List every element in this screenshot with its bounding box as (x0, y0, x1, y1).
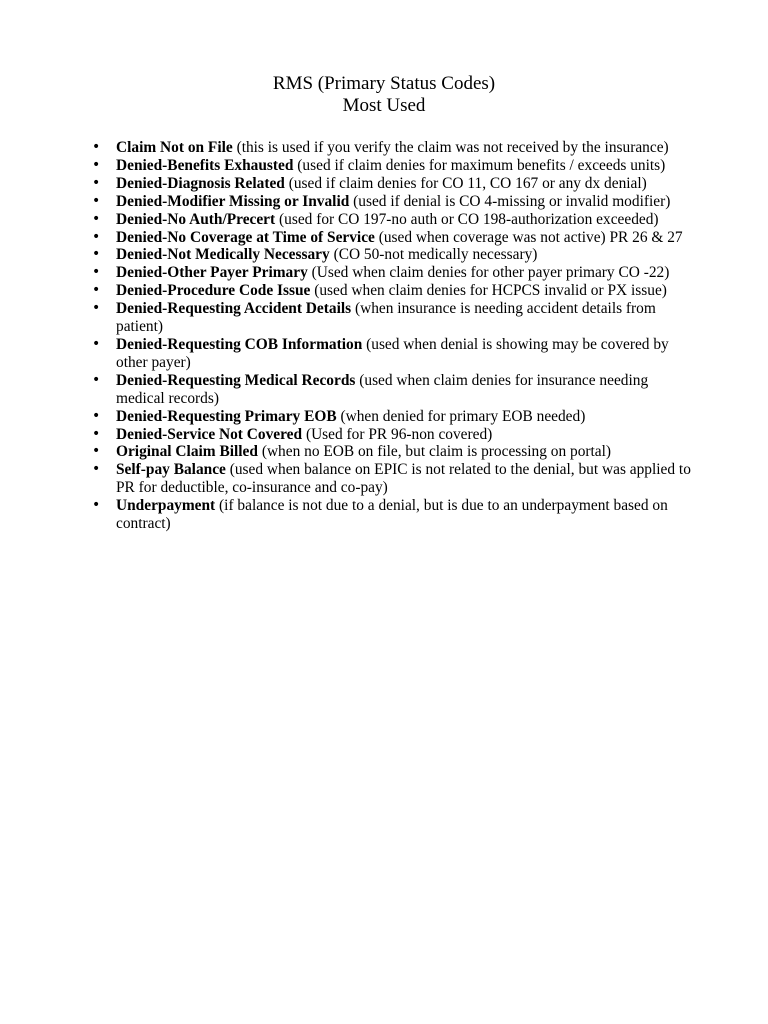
list-item (92, 408, 698, 426)
bullet-icon: • (92, 139, 101, 155)
status-code-name: Denied-Diagnosis Related (116, 174, 285, 192)
list-item (92, 229, 698, 247)
bullet-icon: • (92, 210, 101, 227)
list-item (92, 300, 698, 336)
status-code-description: (used when claim denies for HCPCS invalid or PX issue) (314, 282, 667, 300)
list-item (92, 175, 698, 193)
status-code-description: (used if claim denies for maximum benefits / exceeds units) (297, 156, 666, 174)
list-item (92, 157, 698, 175)
status-code-name: Denied-Procedure Code Issue (116, 282, 311, 300)
bullet-icon: • (92, 497, 101, 514)
bullet-icon: • (92, 335, 101, 352)
bullet-icon: • (92, 407, 101, 424)
status-code-name: Denied-Requesting Accident Details (116, 300, 352, 318)
bullet-icon: • (92, 246, 101, 263)
status-code-name: Self-pay Balance (116, 461, 226, 479)
status-code-description: (when insurance is needing accident details from patient) (116, 300, 656, 336)
title-block (0, 73, 768, 117)
status-code-description: (if balance is not due to a denial, but is due to an underpayment based on contract) (116, 497, 668, 533)
status-code-description: (when no EOB on file, but claim is processing on portal) (261, 443, 612, 461)
status-code-description: (Used when claim denies for other payer primary CO -22) (311, 264, 670, 282)
status-code-name: Denied-No Coverage at Time of Service (116, 228, 375, 246)
status-code-name: Denied-Modifier Missing or Invalid (116, 192, 350, 210)
list-item (92, 443, 698, 461)
list-item (92, 246, 698, 264)
status-code-name: Denied-Not Medically Necessary (116, 246, 330, 264)
list-item (92, 372, 698, 408)
document-title: RMS (Primary Status Codes) (272, 73, 496, 94)
list-item (92, 336, 698, 372)
bullet-icon: • (92, 264, 101, 281)
status-code-name: Underpayment (116, 497, 216, 515)
status-code-description: (CO 50-not medically necessary) (333, 246, 538, 264)
list-item (92, 193, 698, 211)
list-item (92, 461, 698, 497)
status-code-description: (used if denial is CO 4-missing or invalid modifier) (353, 192, 671, 210)
list-item (92, 282, 698, 300)
status-code-description: (used when claim denies for insurance needing medical records) (116, 371, 649, 407)
status-code-description: (this is used if you verify the claim was not received by the insurance) (236, 139, 669, 156)
bullet-icon: • (92, 371, 101, 388)
bullet-icon: • (92, 300, 101, 317)
status-code-description: (used when denial is showing may be covered by other payer) (116, 335, 669, 371)
bullet-icon: • (92, 228, 101, 245)
list-item (92, 139, 698, 157)
bullet-icon: • (92, 156, 101, 173)
bullet-icon: • (92, 192, 101, 209)
bullet-icon: • (92, 282, 101, 299)
status-code-name: Denied-Requesting Medical Records (116, 371, 356, 389)
document-subtitle: Most Used (342, 95, 426, 116)
status-code-description: (used when balance on EPIC is not related to the denial, but was applied to PR for deductible, co-insurance and co-pay) (116, 461, 691, 497)
status-code-description: (used for CO 197-no auth or CO 198-authorization exceeded) (279, 210, 659, 228)
status-code-name: Original Claim Billed (116, 443, 258, 461)
bullet-icon: • (92, 443, 101, 460)
bullet-icon: • (92, 425, 101, 442)
status-code-list (92, 139, 698, 533)
status-code-name: Denied-Requesting COB Information (116, 335, 363, 353)
list-item (92, 426, 698, 444)
status-code-name: Denied-Other Payer Primary (116, 264, 308, 282)
status-code-description: (when denied for primary EOB needed) (340, 407, 586, 425)
list-item (92, 497, 698, 533)
status-code-description: (used when coverage was not active) PR 26 & 27 (378, 228, 683, 246)
status-code-name: Denied-No Auth/Precert (116, 210, 276, 228)
status-code-description: (Used for PR 96-non covered) (305, 425, 493, 443)
status-code-description: (used if claim denies for CO 11, CO 167 or any dx denial) (288, 174, 647, 192)
bullet-icon: • (92, 461, 101, 478)
bullet-icon: • (92, 174, 101, 191)
status-code-name: Denied-Benefits Exhausted (116, 156, 294, 174)
status-code-name: Denied-Requesting Primary EOB (116, 407, 337, 425)
list-item (92, 264, 698, 282)
status-code-name: Claim Not on File (116, 139, 233, 156)
list-item (92, 211, 698, 229)
status-code-name: Denied-Service Not Covered (116, 425, 303, 443)
